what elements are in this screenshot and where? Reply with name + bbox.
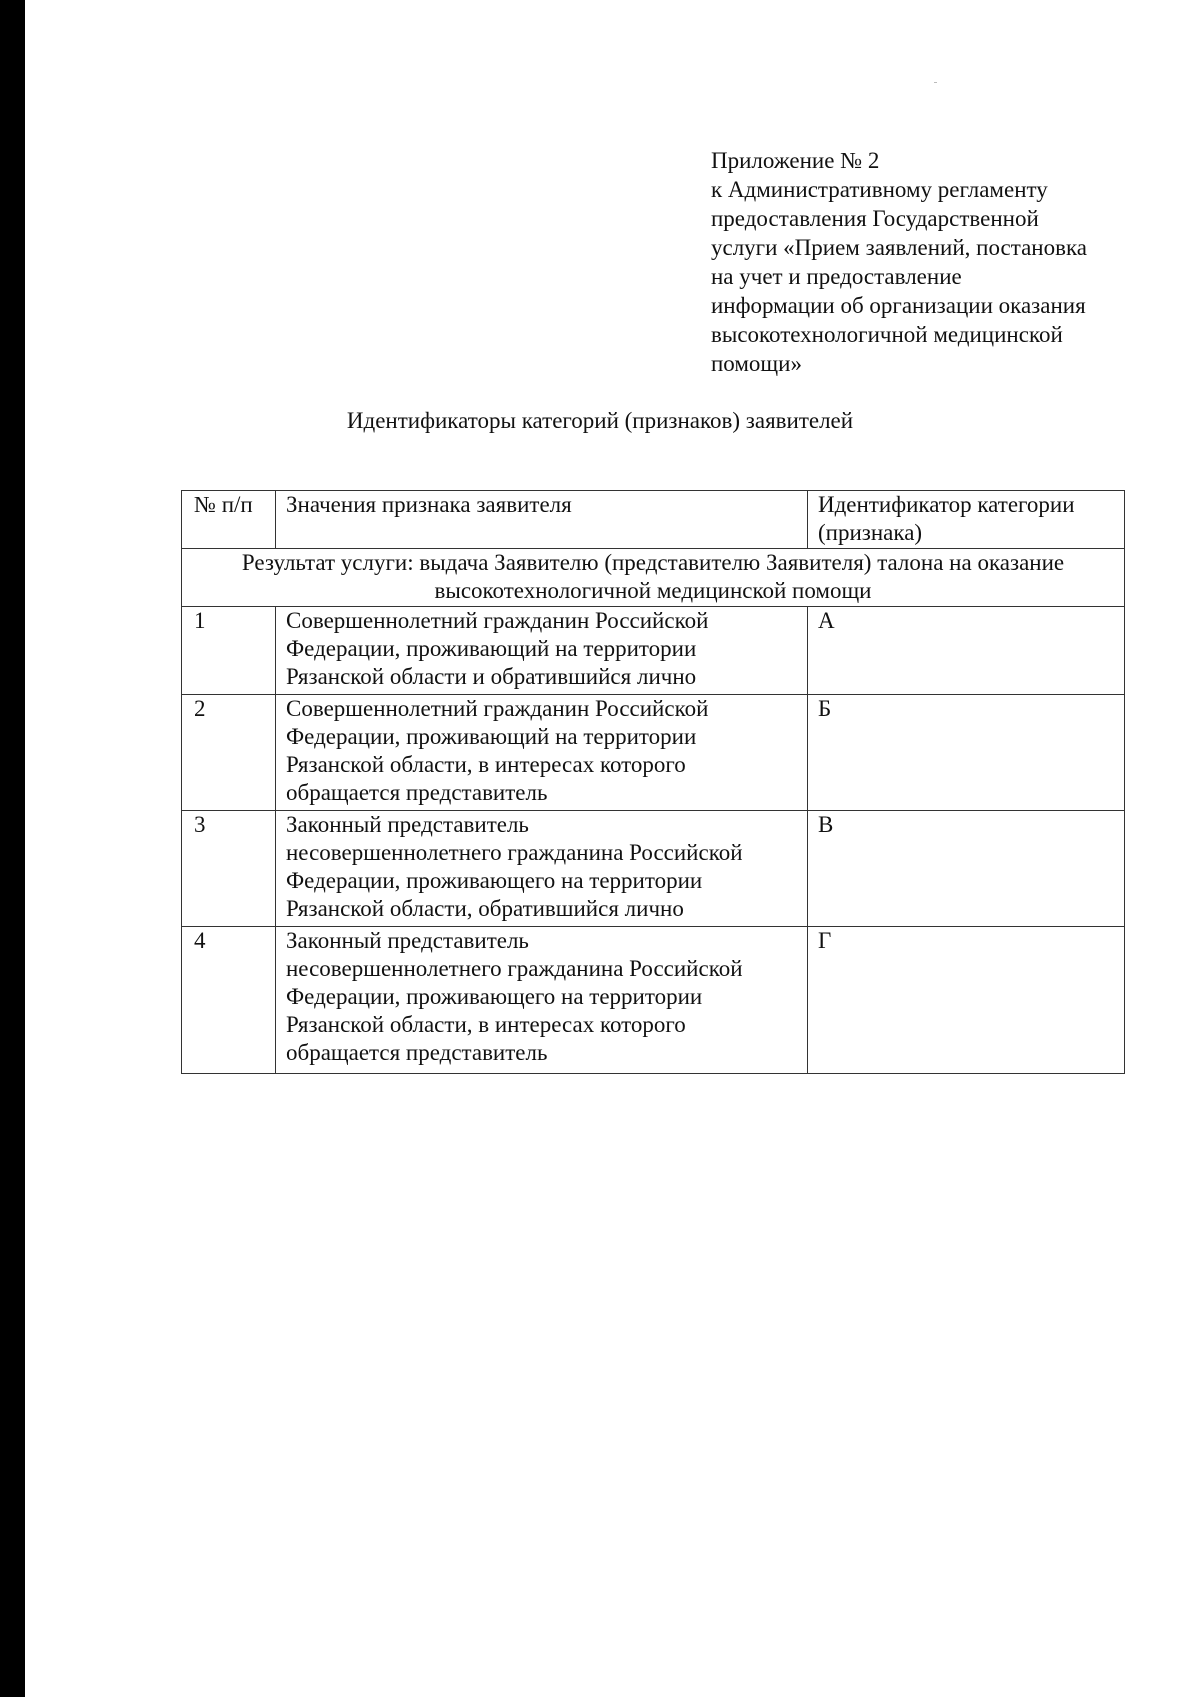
appendix-note [711, 146, 1151, 378]
table-header-row [182, 491, 1125, 549]
row-value: Законный представитель несовершеннолетнего гражданина Российской Федерации, проживающего на территории Рязанской области, в интересах которого обращается представитель [276, 927, 808, 1074]
row-num: 1 [182, 607, 276, 695]
result-cell: Результат услуги: выдача Заявителю (представителю Заявителя) талона на оказание высокотехнологичной медицинской помощи [182, 549, 1125, 607]
row-value: Законный представитель несовершеннолетнего гражданина Российской Федерации, проживающего на территории Рязанской области, обратившийся лично [276, 811, 808, 927]
row-num: 4 [182, 927, 276, 1074]
document-title: Идентификаторы категорий (признаков) заявителей [346, 408, 854, 433]
header-value: Значения признака заявителя [276, 491, 808, 549]
appendix-line: Приложение № 2 [711, 148, 880, 173]
applicant-categories-table [181, 490, 1125, 1074]
appendix-line: помощи» [711, 351, 802, 376]
appendix-line: услуги «Прием заявлений, постановка [711, 235, 1087, 260]
row-value: Совершеннолетний гражданин Российской Федерации, проживающий на территории Рязанской области и обратившийся лично [276, 607, 808, 695]
row-id: В [808, 811, 1125, 927]
table-row [182, 695, 1125, 811]
table-row [182, 811, 1125, 927]
row-value: Совершеннолетний гражданин Российской Федерации, проживающий на территории Рязанской области, в интересах которого обращается представитель [276, 695, 808, 811]
scan-speck [934, 82, 937, 83]
appendix-line: к Административному регламенту [711, 177, 1048, 202]
row-id: Б [808, 695, 1125, 811]
table-result-row [182, 549, 1125, 607]
row-id: А [808, 607, 1125, 695]
appendix-line: высокотехнологичной медицинской [711, 322, 1063, 347]
appendix-line: информации об организации оказания [711, 293, 1086, 318]
header-num: № п/п [182, 491, 276, 549]
table-row [182, 927, 1125, 1074]
scan-black-edge [0, 0, 25, 1697]
header-id: Идентификатор категории (признака) [808, 491, 1125, 549]
table-row [182, 607, 1125, 695]
appendix-line: на учет и предоставление [711, 264, 962, 289]
appendix-line: предоставления Государственной [711, 206, 1039, 231]
row-id: Г [808, 927, 1125, 1074]
row-num: 2 [182, 695, 276, 811]
row-num: 3 [182, 811, 276, 927]
